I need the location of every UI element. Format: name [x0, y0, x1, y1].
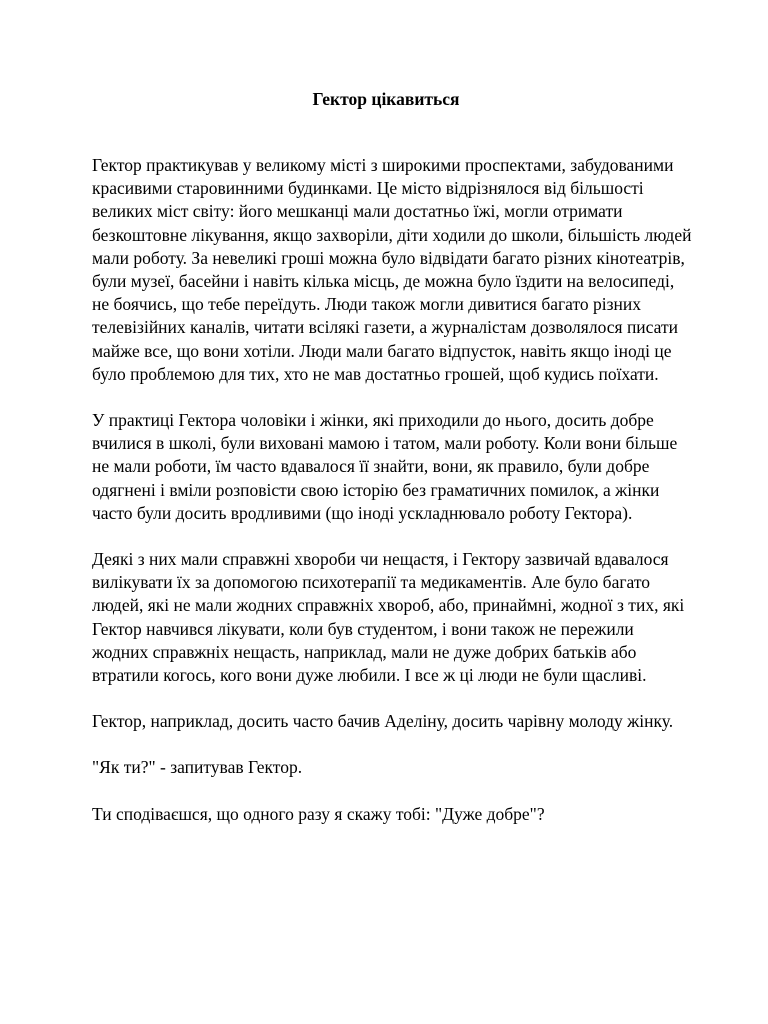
paragraph-3: Деякі з них мали справжні хвороби чи нещастя, і Гектору зазвичай вдавалося вилікувати їх за допомогою психотерапії та медикаментів. Але було багато людей, які не мали жодних справжніх хвороб, або, принаймні, жодної з тих, які Гектор навчився лікувати, коли був студентом, і вони також не пережили жодних справжніх нещасть, наприклад, мали не дуже добрих батьків або втратили когось, кого вони дуже любили. І все ж ці люди не були щасливі. [92, 549, 685, 686]
paragraph-5: "Як ти?" - запитував Гектор. [92, 757, 303, 778]
paragraph-1: Гектор практикував у великому місті з широкими проспектами, забудованими красивими старовинними будинками. Це місто відрізнялося від більшості великих міст світу: його мешканці мали достатньо їжі, могли отримати безкоштовне лікування, якщо захворіли, діти ходили до школи, більшість людей мали роботу. За невеликі гроші можна було відвідати багато різних кінотеатрів, були музеї, басейни і навіть кілька місць, де можна було їздити на велосипеді, не боячись, що тебе переїдуть. Люди також могли дивитися багато різних телевізійних каналів, читати всілякі газети, а журналістам дозволялося писати майже все, що вони хотіли. Люди мали багато відпусток, навіть якщо іноді це було проблемою для тих, хто не мав достатньо грошей, щоб кудись поїхати. [92, 155, 692, 384]
document-title: Гектор цікавиться [312, 89, 460, 109]
paragraph-6: Ти сподіваєшся, що одного разу я скажу тобі: "Дуже добре"? [92, 803, 545, 824]
paragraph-2: У практиці Гектора чоловіки і жінки, які приходили до нього, досить добре вчилися в школі, були виховані мамою і татом, мали роботу. Коли вони більше не мали роботи, їм часто вдавалося її знайти, вони, як правило, були добре одягнені і вміли розповісти свою історію без граматичних помилок, а жінки часто були досить вродливими (що іноді ускладнювало роботу Гектора). [92, 410, 678, 523]
paragraph-4: Гектор, наприклад, досить часто бачив Аделіну, досить чарівну молоду жінку. [92, 711, 674, 732]
